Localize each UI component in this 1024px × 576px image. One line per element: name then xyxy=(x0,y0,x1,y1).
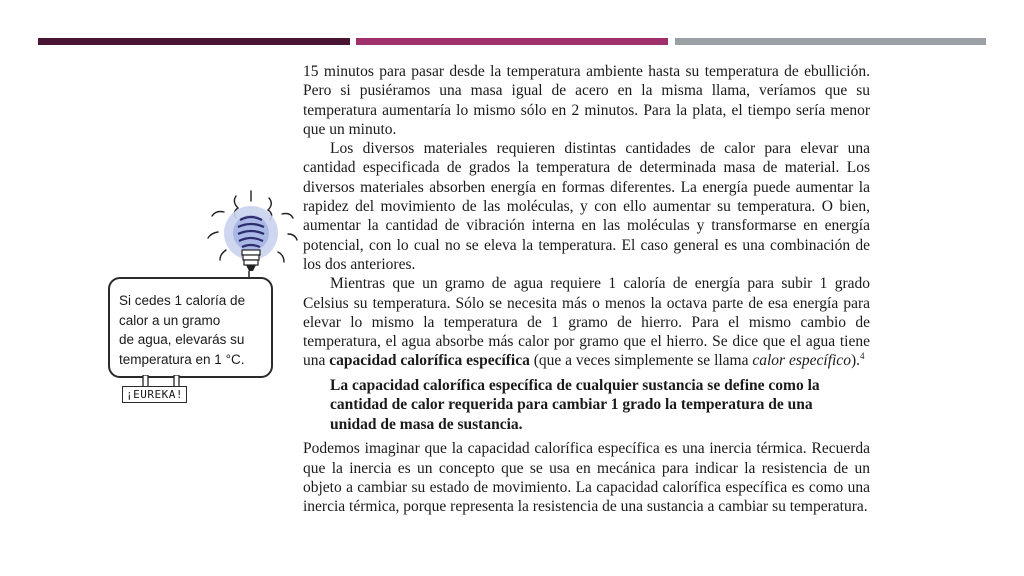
paragraph-3-text-a: Mientras que un gramo de agua requiere 1 caloría de energía para subir 1 grado Celsius su temperatura. Sólo se necesita más o menos la octava parte de esa energía para elevar lo mismo la temperatura de 1 gramo de hierro. Para el mismo cambio de temperatura, el agua absorbe más calor por gramo que el hierro. Se dice que el agua tiene una xyxy=(303,275,870,370)
eureka-sign: ¡EUREKA! xyxy=(122,386,187,403)
paragraph-3-text-c: ). xyxy=(850,352,860,370)
bubble-line: calor a un gramo xyxy=(119,312,221,328)
lightbulb-icon xyxy=(196,188,306,288)
footnote-marker: 4 xyxy=(860,351,865,362)
term-calor-especifico: calor específico xyxy=(752,352,851,370)
bubble-line: temperatura en 1 °C. xyxy=(119,351,245,367)
bubble-line: Si cedes 1 caloría de xyxy=(119,293,246,308)
definition-box: La capacidad calorífica específica de cualquier sustancia se define como la cantidad de calor requerida para cambiar 1 grado la temperatura de una unidad de masa de sustancia. xyxy=(330,376,820,433)
speech-bubble xyxy=(108,277,273,378)
bubble-text xyxy=(119,291,269,369)
paragraph-3 xyxy=(303,274,870,370)
bubble-line: de agua, elevarás su xyxy=(119,332,245,347)
paragraph-4: Podemos imaginar que la capacidad calorífica específica es una inercia térmica. Recuerda que la inercia es un concepto que se usa en mecánica para indicar la resistencia de un objeto a cambiar su estado de movimiento. La capacidad calorífica específica es como una inercia térmica, porque representa la resistencia de una sustancia a cambiar su temperatura. xyxy=(303,440,870,516)
header-bar-gray xyxy=(675,38,986,45)
paragraph-2: Los diversos materiales requieren distintas cantidades de calor para elevar una cantidad especificada de grados la temperatura de determinada masa de material. Los diversos materiales absorben energía en formas diferentes. La energía puede aumentar la rapidez del movimiento de las moléculas, y con ello aumentar su temperatura. O bien, aumentar la cantidad de vibración interna en las moléculas y transformarse en energía potencial, con lo cual no se eleva la temperatura. El caso general es una combinación de los dos anteriores. xyxy=(303,140,870,273)
paragraph-1: 15 minutos para pasar desde la temperatura ambiente hasta su temperatura de ebullición. Pero si pusiéramos una masa igual de acero en la misma llama, veríamos que su temperatura aumentaría lo mismo sólo en 2 minutos. Para la plata, el tiempo sería menor que un minuto. xyxy=(303,63,870,138)
paragraph-3-text-b: (que a veces simplemente se llama xyxy=(529,352,753,370)
header-bar-magenta xyxy=(356,38,668,45)
book-text xyxy=(303,62,870,516)
term-specific-heat: capacidad calorífica específica xyxy=(329,352,530,370)
header-bar-dark xyxy=(38,38,350,45)
